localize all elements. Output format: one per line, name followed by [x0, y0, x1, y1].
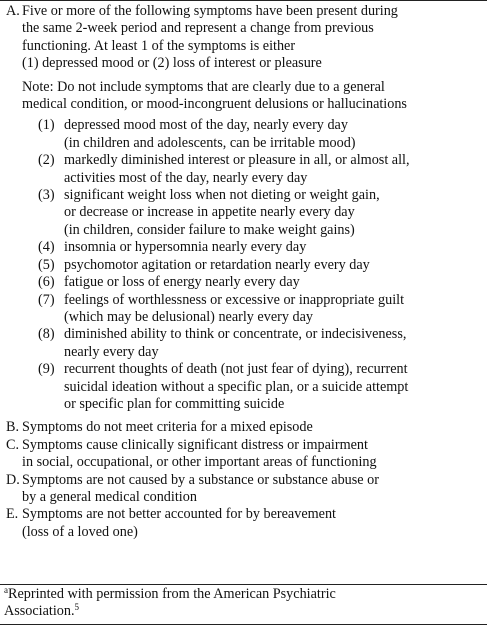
symptom-list [38, 117, 484, 413]
symptom-text: diminished ability to think or concentrate, or indecisiveness, nearly every day [64, 326, 407, 360]
footnote-rule [0, 584, 487, 585]
criterion-c [6, 437, 484, 472]
symptom-item [38, 326, 484, 361]
table-top-rule [0, 0, 487, 1]
criterion-letter: B. [6, 419, 20, 436]
symptom-item [38, 361, 484, 413]
criterion-text: Symptoms are not better accounted for by bereavement (loss of a loved one) [22, 506, 336, 540]
symptom-text: fatigue or loss of energy nearly every day [64, 274, 300, 291]
symptom-item [38, 274, 484, 291]
symptom-number: (3) [38, 187, 55, 204]
symptom-item [38, 187, 484, 239]
symptom-text: significant weight loss when not dieting or weight gain, or decrease or increase in appetite nearly every day (in children, consider failure to make weight gains) [64, 187, 380, 238]
criterion-text: Five or more of the following symptoms have been present during the same 2-week period and represent a change from previous functioning. At least 1 of the symptoms is either (1) depressed mood or (2) loss of interest or pleasure [22, 3, 398, 72]
criterion-text: Symptoms are not caused by a substance or substance abuse or by a general medical condition [22, 471, 379, 505]
symptom-number: (4) [38, 239, 55, 256]
footnote-text: Reprinted with permission from the American Psychiatric Association. [4, 586, 336, 620]
footnote [4, 586, 482, 621]
symptom-number: (5) [38, 256, 55, 273]
table-bottom-rule [0, 624, 487, 625]
symptom-text: depressed mood most of the day, nearly every day (in children and adolescents, can be irritable mood) [64, 117, 356, 151]
symptom-text: feelings of worthlessness or excessive or inappropriate guilt (which may be delusional) nearly every day [64, 291, 405, 325]
criterion-letter: D. [6, 471, 20, 488]
criterion-text: Symptoms do not meet criteria for a mixed episode [22, 419, 313, 436]
symptom-item [38, 257, 484, 274]
criterion-e [6, 506, 484, 541]
symptom-number: (1) [38, 117, 55, 134]
criterion-a-note: Note: Do not include symptoms that are clearly due to a general medical condition, or mood-incongruent delusions or hallucinations [22, 78, 407, 113]
criterion-text: Symptoms cause clinically significant distress or impairment in social, occupational, or other important areas of functioning [22, 436, 377, 471]
symptom-text: insomnia or hypersomnia nearly every day [64, 239, 307, 256]
symptom-number: (9) [38, 361, 55, 378]
criterion-letter: E. [6, 506, 19, 523]
criterion-b [6, 419, 484, 436]
symptom-item [38, 117, 484, 152]
symptom-number: (8) [38, 326, 55, 343]
criterion-letter: C. [6, 436, 20, 453]
footnote-marker: a [4, 585, 8, 595]
symptom-item [38, 292, 484, 327]
symptom-number: (6) [38, 274, 55, 291]
criterion-d [6, 472, 484, 507]
criterion-a [6, 3, 484, 73]
footnote-reference: 5 [74, 602, 80, 613]
symptom-item [38, 152, 484, 187]
symptom-text: psychomotor agitation or retardation nearly every day [64, 256, 370, 273]
symptom-number: (2) [38, 152, 55, 169]
symptom-number: (7) [38, 291, 55, 308]
criterion-letter: A. [6, 3, 20, 19]
criteria-list [6, 3, 484, 541]
symptom-text: markedly diminished interest or pleasure in all, or almost all, activities most of the day, nearly every day [64, 152, 410, 186]
symptom-text: recurrent thoughts of death (not just fear of dying), recurrent suicidal ideation without a specific plan, or a suicide attempt or specific plan for committing suicide [64, 361, 409, 412]
symptom-item [38, 239, 484, 256]
